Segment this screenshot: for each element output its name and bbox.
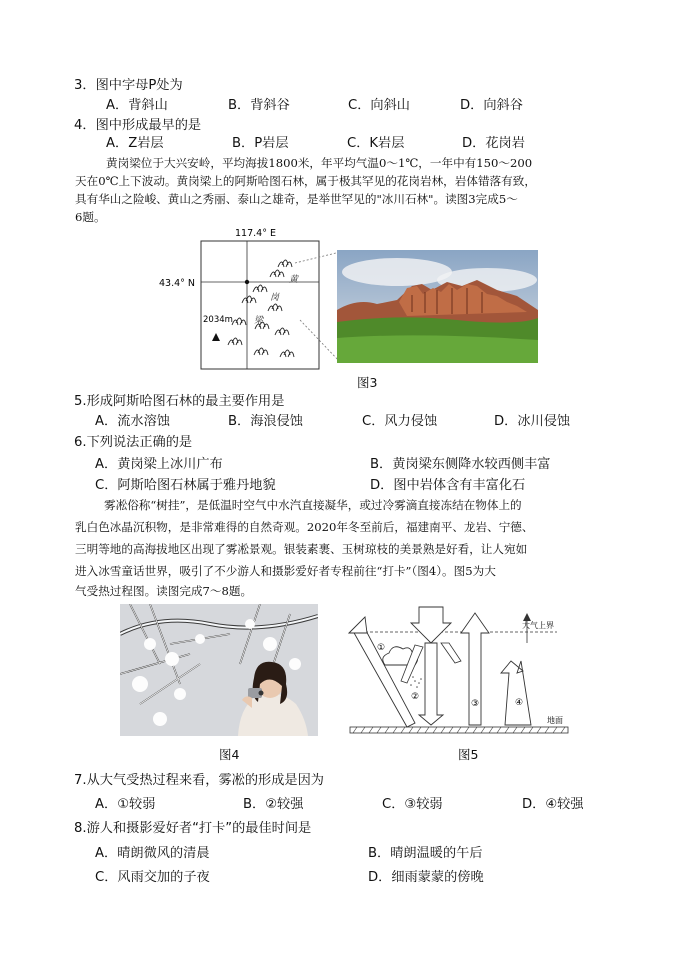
passage2-line-4: 进入冰雪童话世界，吸引了不少游人和摄影爱好者专程前往“打卡”（图4）。图5为大 (75, 564, 496, 578)
map-elevation-label: 2034m (203, 315, 233, 325)
passage1-line-2: 天在0℃上下波动。黄岗梁上的阿斯哈图石林，属于极其罕见的花岗岩林，岩体错落有致， (75, 174, 536, 188)
q7-stem: 7.从大气受热过程来看，雾凇的形成是因为 (74, 773, 324, 788)
q6-option-a: A．黄岗梁上冰川广布 (95, 457, 223, 472)
passage1-line-4: 6题。 (75, 210, 106, 224)
q6-stem: 6.下列说法正确的是 (74, 435, 193, 450)
q5-option-b: B．海浪侵蚀 (228, 414, 303, 429)
q4-option-b: B．P岩层 (232, 136, 289, 151)
q7-option-d: D．④较强 (522, 797, 584, 812)
passage2-line-1: 雾凇俗称“树挂”，是低温时空气中水汽直接凝华，或过冷雾滴直接冻结在物体上的 (104, 498, 522, 512)
q8-option-a: A．晴朗微风的清晨 (95, 846, 210, 861)
solar-radiation-arrow (411, 607, 451, 643)
marker-2: ② (411, 692, 420, 702)
map-leader-line-bottom (300, 320, 340, 362)
marker-3: ③ (471, 699, 480, 709)
passage1-line-3: 具有华山之险峻、黄山之秀丽、泰山之雄奇，是举世罕见的"冰川石林"。读图3完成5～ (75, 192, 518, 206)
ground-label: 地面 (547, 716, 563, 725)
stone-forest-photo (337, 250, 538, 363)
rime-photo (120, 604, 318, 736)
q4-option-d: D．花岗岩 (462, 136, 525, 151)
arrow-2-down (419, 643, 443, 725)
marker-1: ① (377, 643, 386, 653)
q4-option-a: A．Z岩层 (106, 136, 164, 151)
q5-option-d: D．冰川侵蚀 (494, 414, 571, 429)
atmosphere-heating-diagram (345, 603, 570, 738)
top-of-atmosphere-label: 大气上界 (522, 621, 554, 630)
map-label-huang: 黄 (289, 275, 299, 285)
q8-option-d: D．细雨蒙蒙的傍晚 (368, 870, 484, 885)
q5-stem: 5.形成阿斯哈图石林的最主要作用是 (74, 394, 285, 409)
q3-option-d: D．向斜谷 (460, 98, 523, 113)
q6-option-d: D．图中岩体含有丰富化石 (370, 478, 526, 493)
passage2-line-2: 乳白色冰晶沉积物，是非常难得的自然奇观。2020年冬至前后，福建南平、龙岩、宁德、 (75, 520, 534, 534)
q3-stem: 3．图中字母P处为 (74, 78, 183, 93)
q8-stem: 8.游人和摄影爱好者“打卡”的最佳时间是 (74, 821, 312, 836)
q7-option-c: C．③较弱 (382, 797, 443, 812)
map-location-dot (245, 280, 249, 284)
q7-option-a: A．①较弱 (95, 797, 156, 812)
figure-5-caption: 图5 (458, 747, 479, 762)
q3-option-a: A．背斜山 (106, 98, 168, 113)
scatter-dots (410, 676, 422, 688)
marker-4: ④ (515, 698, 524, 708)
q6-option-b: B．黄岗梁东侧降水较西侧丰富 (370, 457, 551, 472)
map-label-liang: 梁 (254, 316, 264, 326)
figure-3-caption: 图3 (357, 375, 378, 390)
q8-option-b: B．晴朗温暖的午后 (368, 846, 483, 861)
arrow-4-counter-radiation (501, 661, 531, 725)
passage1-line-1: 黄岗梁位于大兴安岭，平均海拔1800米，年平均气温0～1℃，一年中有150～200 (106, 156, 533, 170)
passage2-line-3: 三明等地的高海拔地区出现了雾凇景观。银装素裹、玉树琼枝的美景熟是好看，让人宛如 (75, 542, 528, 556)
q3-option-b: B．背斜谷 (228, 98, 290, 113)
map-leader-line-top (295, 252, 340, 263)
q8-option-c: C．风雨交加的子夜 (95, 870, 210, 885)
q7-option-b: B．②较强 (243, 797, 304, 812)
peak-triangle-icon (212, 333, 220, 341)
q5-option-a: A．流水溶蚀 (95, 414, 170, 429)
map-tree-symbols (228, 260, 294, 357)
q3-option-c: C．向斜山 (348, 98, 410, 113)
passage2-line-5: 气受热过程图。读图完成7～8题。 (75, 584, 253, 598)
map-latitude-label: 43.4° N (159, 278, 196, 289)
figure-4-caption: 图4 (219, 747, 240, 762)
q5-option-c: C．风力侵蚀 (362, 414, 438, 429)
map-longitude-label: 117.4° E (235, 228, 276, 239)
q4-stem: 4．图中形成最早的是 (74, 118, 202, 133)
q6-option-c: C．阿斯哈图石林属于雅丹地貌 (95, 478, 276, 493)
map-label-gang: 岗 (270, 293, 280, 303)
q4-option-c: C．K岩层 (347, 136, 405, 151)
